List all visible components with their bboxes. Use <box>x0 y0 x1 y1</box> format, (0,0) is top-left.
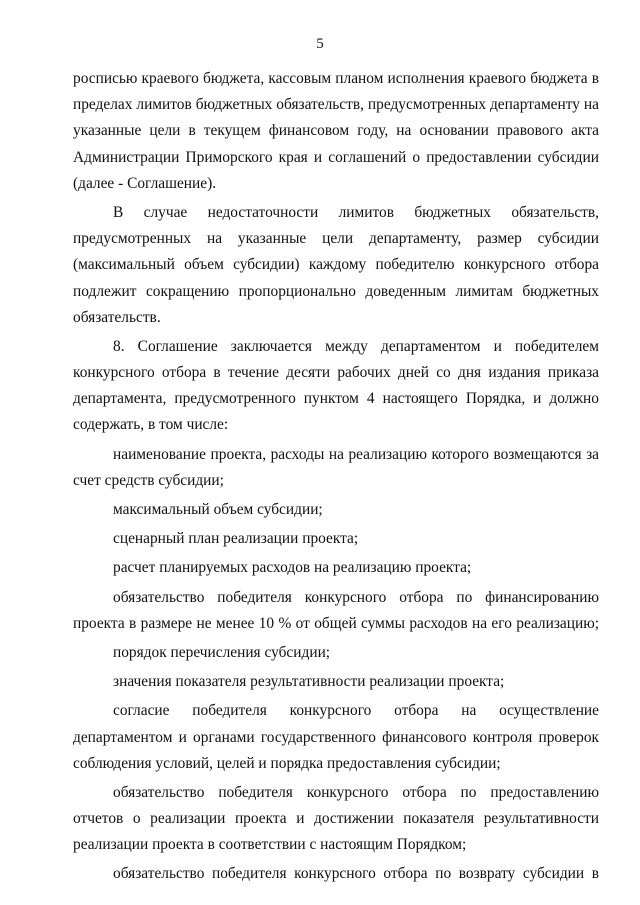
text-line: согласие победителя конкурсного отбора на осуществление <box>113 702 599 720</box>
text-line: обязательств. <box>73 308 161 326</box>
text-line: росписью краевого бюджета, кассовым планом исполнения краевого бюджета в <box>73 70 599 87</box>
text-line: обязательство победителя конкурсного отбора по возврату субсидии в <box>113 865 599 883</box>
text-line: сценарный план реализации проекта; <box>113 530 359 548</box>
text-line: соблюдения условий, целей и порядка предоставления субсидии; <box>73 754 501 772</box>
text-line: 8. Соглашение заключается между департаментом и победителем <box>113 337 599 355</box>
text-line: обязательство победителя конкурсного отбора по предоставлению <box>113 783 599 801</box>
text-line: предусмотренных на указанные цели департаменту, размер субсидии <box>73 230 599 248</box>
text-line: В случае недостаточности лимитов бюджетных обязательств, <box>113 203 599 221</box>
text-line: проекта в размере не менее 10 % от общей суммы расходов на его реализацию; <box>73 614 599 632</box>
text-line: конкурсного отбора в течение десяти рабочих дней со дня издания приказа <box>73 364 599 382</box>
text-line: обязательство победителя конкурсного отбора по финансированию <box>113 588 599 606</box>
text-line: наименование проекта, расходы на реализацию которого возмещаются за <box>113 445 599 463</box>
text-line: счет средств субсидии; <box>73 471 224 489</box>
page-number: 5 <box>316 36 324 52</box>
text-line: реализации проекта в соответствии с настоящим Порядком; <box>73 836 467 854</box>
text-line: содержать, в том числе: <box>73 416 229 434</box>
text-line: пределах лимитов бюджетных обязательств, предусмотренных департаменту на <box>73 96 599 114</box>
document-body <box>73 66 599 888</box>
text-line: указанные цели в текущем финансовом году, на основании правового акта <box>73 122 599 140</box>
text-line: подлежит сокращению пропорционально доведенным лимитам бюджетных <box>73 282 599 300</box>
text-line: (максимальный объем субсидии) каждому победителю конкурсного отбора <box>73 256 599 274</box>
text-line: максимальный объем субсидии; <box>113 501 323 518</box>
text-line: расчет планируемых расходов на реализацию проекта; <box>113 559 472 577</box>
text-line: департамента, предусмотренного пунктом 4 настоящего Порядка, и должно <box>73 390 599 408</box>
text-line: департаментом и органами государственного финансового контроля проверок <box>73 728 599 746</box>
text-line: отчетов о реализации проекта и достижении показателя результативности <box>73 810 599 828</box>
text-line: значения показателя результативности реализации проекта; <box>113 673 505 691</box>
text-line: Администрации Приморского края и соглашений о предоставлении субсидии <box>73 148 599 166</box>
text-line: порядок перечисления субсидии; <box>113 643 331 661</box>
text-line: (далее - Соглашение). <box>73 174 217 192</box>
